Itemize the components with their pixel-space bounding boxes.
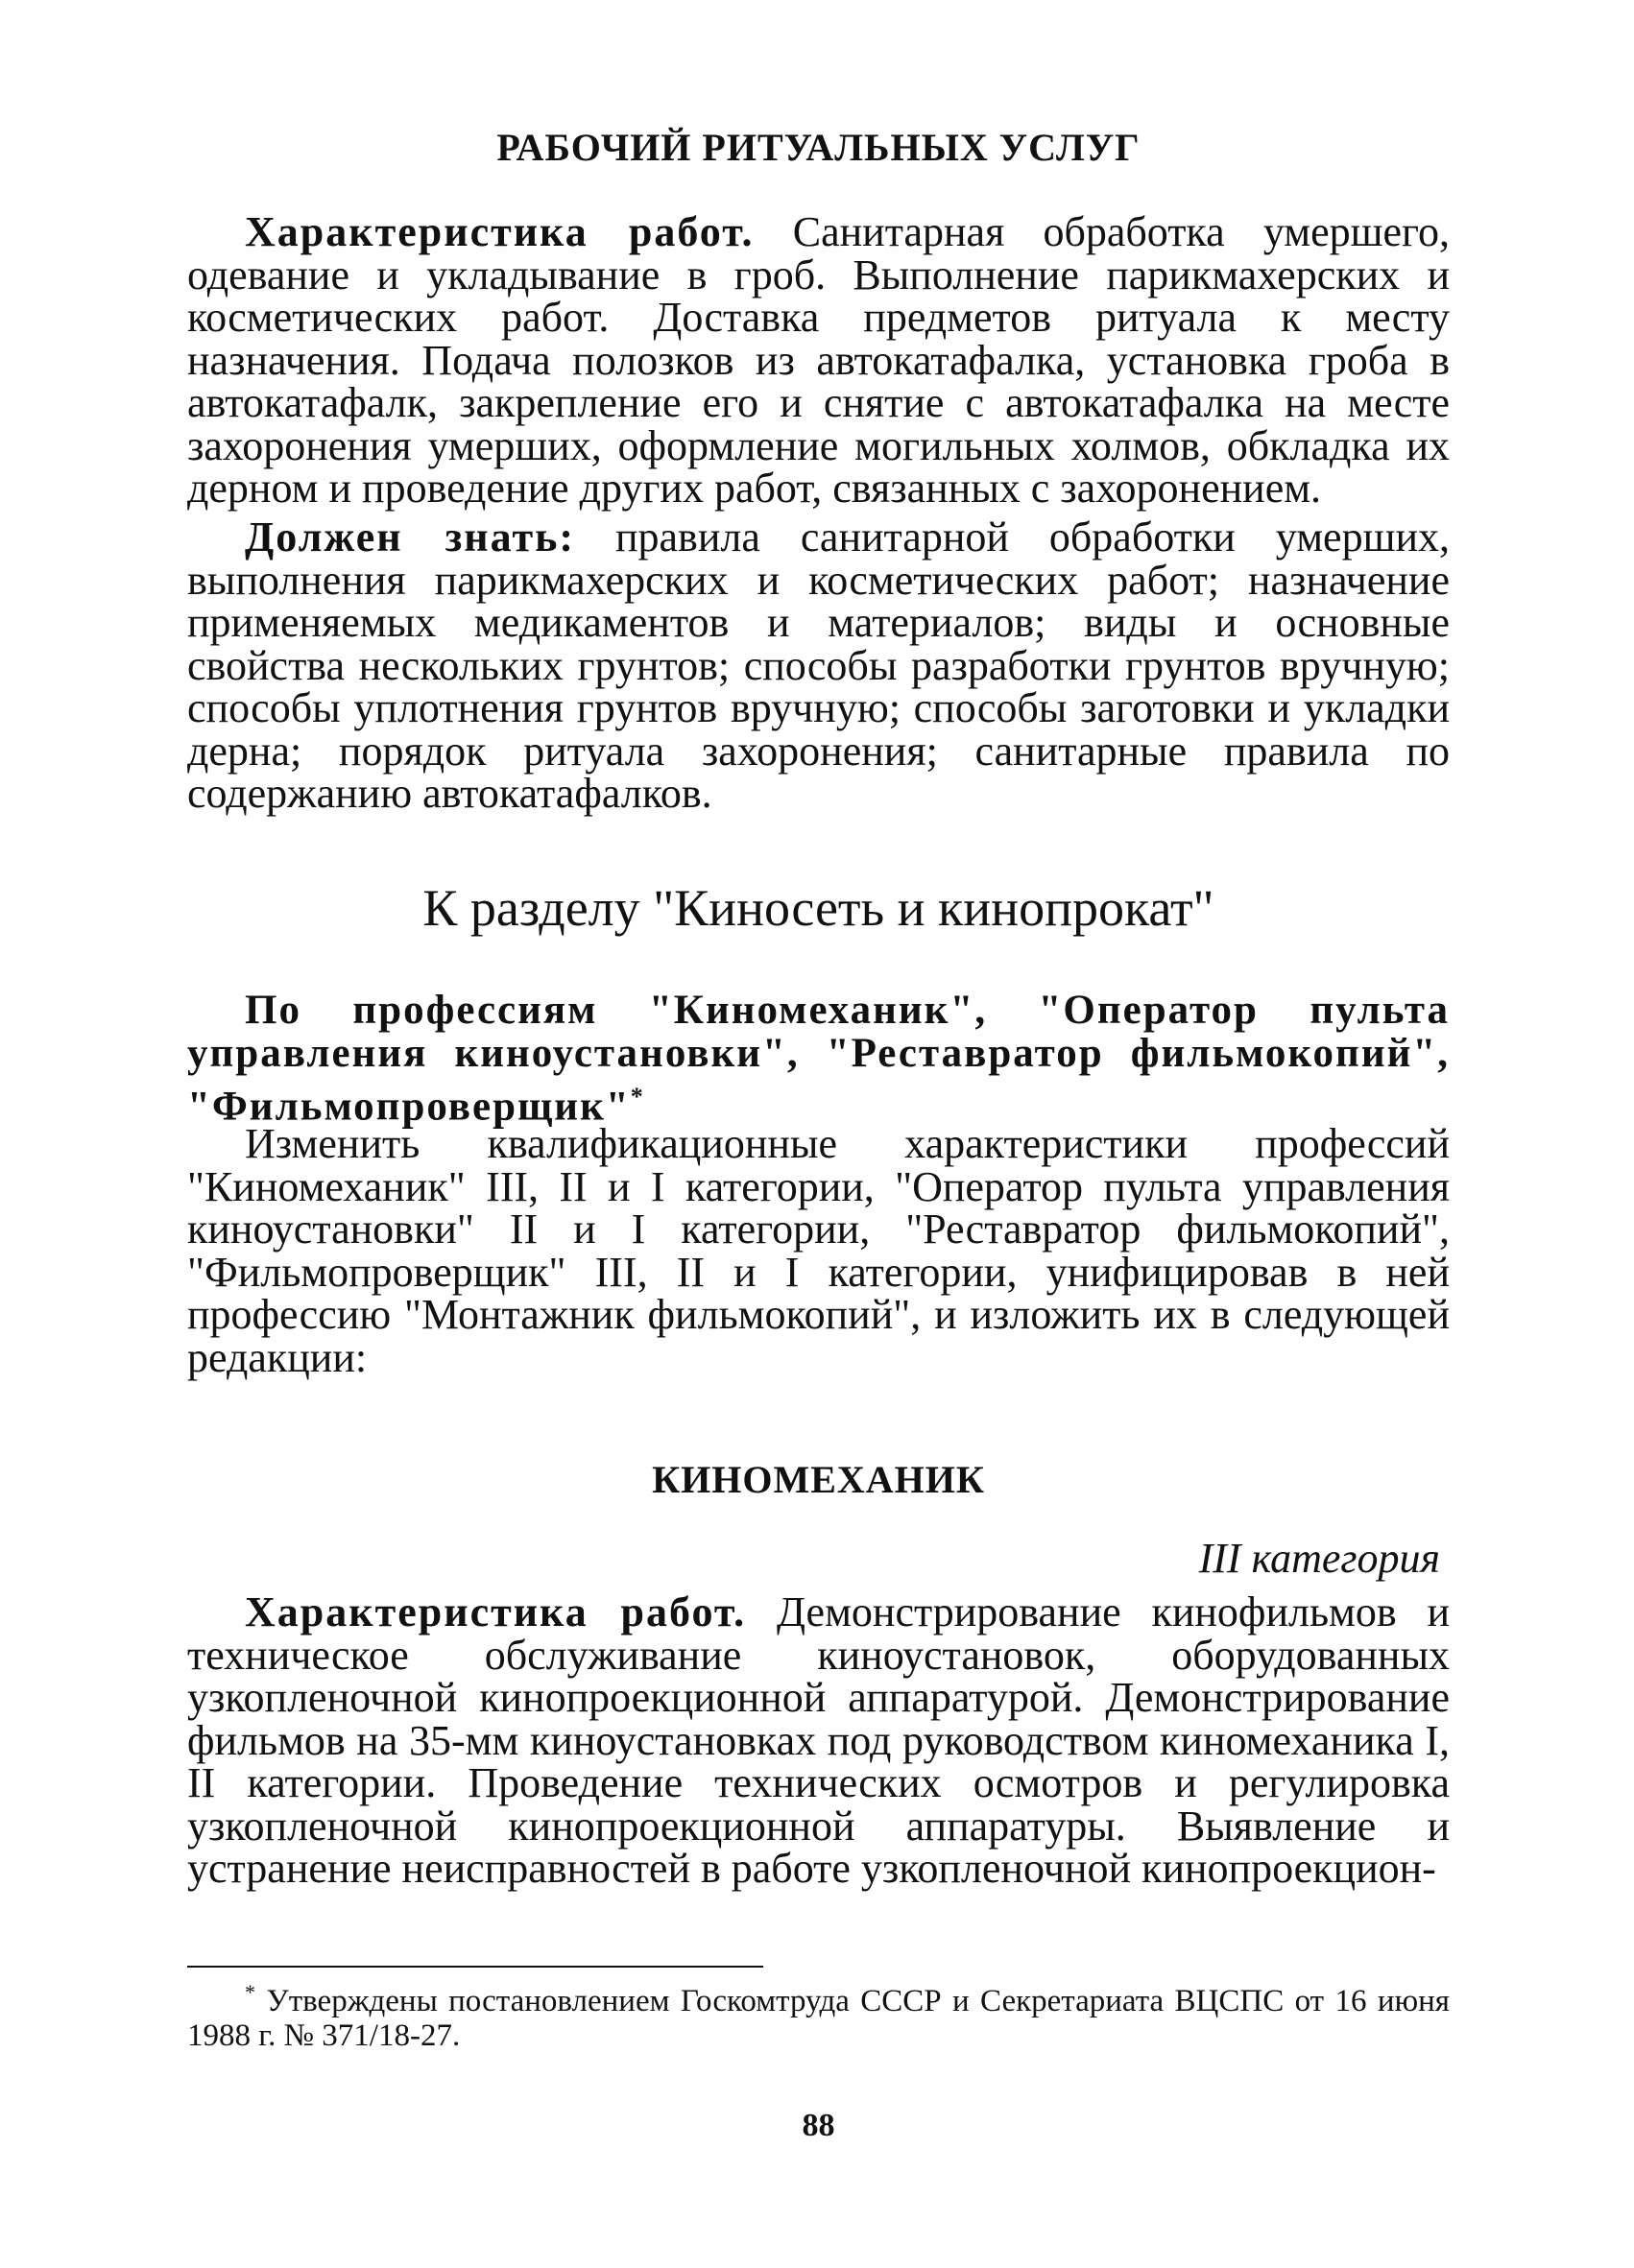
footnote-text: Утверждены постановлением Госкомтруда СССР и Секретариата ВЦСПС от 16 июня 1988 г. № 371/18-27.: [187, 1984, 1450, 2053]
section-heading-ritual-worker: РАБОЧИЙ РИТУАЛЬНЫХ УСЛУГ: [496, 126, 1141, 169]
professions-subtitle-text: По профессиям "Киномеханик", "Оператор пульта управления киноустановки", "Реставратор фильмокопий", "Фильмопроверщик": [187, 988, 1450, 1130]
paragraph-ritual-duties: [187, 208, 1450, 512]
category-label: III категория: [1198, 1535, 1440, 1582]
paragraph-projectionist-duties: [187, 1588, 1450, 1892]
footnote-reference-mark: *: [630, 1083, 645, 1110]
paragraph-ritual-knowledge: [187, 513, 1450, 817]
duties-text: Санитарная обработка умершего, одевание и укладывание в гроб. Выполнение парикмахерских и косметических работ. Доставка предметов ритуала к месту назначения. Подача полозков из автокатафалка, установка гроба в автокатафалк, закрепление его и снятие с автокатафалка на месте захоронения умерших, оформление могильных холмов, обкладка их дерном и проведение других работ, связанных с захоронением.: [187, 208, 1450, 512]
paragraph-intro: Изменить квалификационные характеристики профессий "Киномеханик" III, II и I категории, "Оператор пульта управления киноустановки" II и I категории, "Реставратор фильмокопий", "Фильмопроверщик" III, II и I категории, унифицировав в ней профессию "Монтажник фильмокопий", и изложить их в следующей редакции:: [187, 1120, 1450, 1381]
footnote-mark: *: [245, 1980, 255, 2004]
knowledge-text: правила санитарной обработки умерших, выполнения парикмахерских и косметических работ; назначение применяемых медикаментов и материалов; виды и основные свойства нескольких грунтов; способы разработки грунтов вручную; способы уплотнения грунтов вручную; способы заготовки и укладки дерна; порядок ритуала захоронения; санитарные правила по содержанию автокатафалков.: [187, 513, 1450, 817]
projectionist-duties-text: Демонстрирование кинофильмов и техническое обслуживание киноустановок, оборудованных узкопленочной кинопроекционной аппаратурой. Демонстрирование фильмов на 35-мм киноустановках под руководством киномеханика I, II категории. Проведение технических осмотров и регулировка узкопленочной кинопроекционной аппаратуры. Выявление и устранение неисправностей в работе узкопленочной кинопроекцион-: [187, 1588, 1450, 1892]
footnote-divider: [187, 1966, 763, 1968]
footnote: [187, 1975, 1450, 2053]
projectionist-duties-label: Характеристика работ.: [245, 1588, 747, 1635]
section-heading-projectionist: КИНОМЕХАНИК: [652, 1458, 985, 1501]
section-title-cinema: К разделу "Киносеть и кинопрокат": [422, 879, 1214, 937]
duties-label: Характеристика работ.: [245, 208, 755, 255]
page-number: 88: [802, 2108, 835, 2143]
professions-subtitle: [187, 989, 1450, 1128]
knowledge-label: Должен знать:: [245, 513, 575, 561]
document-page: [187, 0, 1450, 2268]
